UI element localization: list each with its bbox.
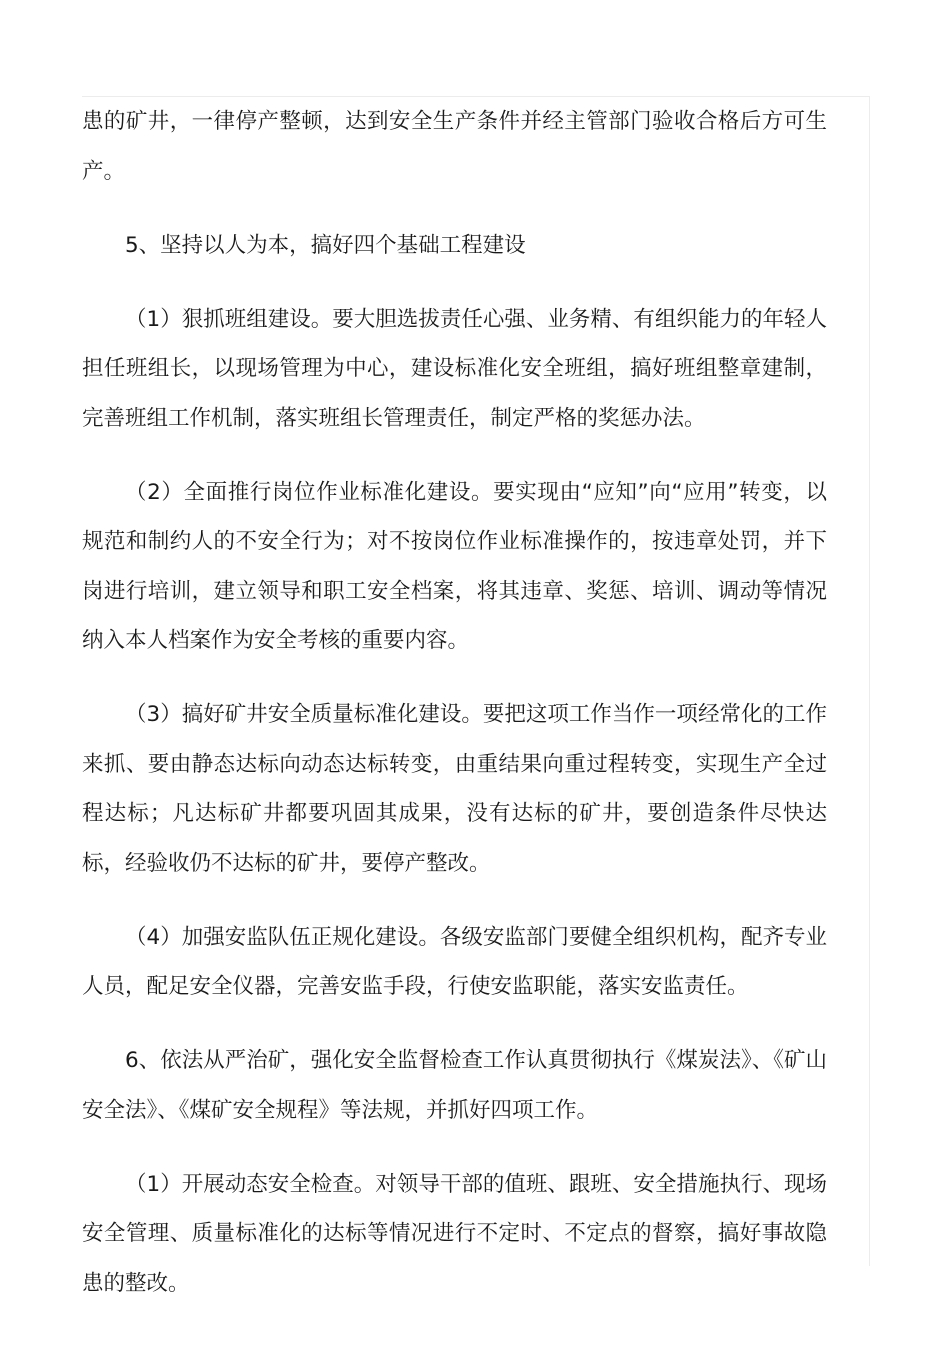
document-body: [82, 97, 827, 1308]
section-heading-6: 6、依法从严治矿，强化安全监督检查工作认真贯彻执行《煤炭法》、《矿山安全法》、《煤矿安全规程》等法规，并抓好四项工作。: [82, 1048, 827, 1123]
paragraph-post-standardization: （2）全面推行岗位作业标准化建设。要实现由“应知”向“应用”转变，以规范和制约人的不安全行为；对不按岗位作业标准操作的，按违章处罚，并下岗进行培训，建立领导和职工安全档案，将其违章、奖惩、培训、调动等情况纳入本人档案作为安全考核的重要内容。: [82, 479, 827, 653]
paragraph-quality-standardization: （3）搞好矿井安全质量标准化建设。要把这项工作当作一项经常化的工作来抓、要由静态达标向动态达标转变，由重结果向重过程转变，实现生产全过程达标；凡达标矿井都要巩固其成果，没有达标的矿井，要创造条件尽快达标，经验收仍不达标的矿井，要停产整改。: [82, 702, 827, 876]
paragraph-team-building: （1）狠抓班组建设。要大胆选拔责任心强、业务精、有组织能力的年轻人担任班组长，以现场管理为中心，建设标准化安全班组，搞好班组整章建制，完善班组工作机制，落实班组长管理责任，制定严格的奖惩办法。: [82, 306, 827, 431]
paragraph-continuation: 患的矿井，一律停产整顿，达到安全生产条件并经主管部门验收合格后方可生产。: [82, 109, 827, 184]
paragraph-safety-supervision-team: （4）加强安监队伍正规化建设。各级安监部门要健全组织机构，配齐专业人员，配足安全仪器，完善安监手段，行使安监职能，落实安监责任。: [82, 924, 827, 999]
section-heading-5: 5、坚持以人为本，搞好四个基础工程建设: [125, 232, 526, 258]
paragraph-dynamic-inspection: （1）开展动态安全检查。对领导干部的值班、跟班、安全措施执行、现场安全管理、质量标准化的达标等情况进行不定时、不定点的督察，搞好事故隐患的整改。: [82, 1171, 827, 1296]
page-right-border: [869, 96, 870, 1266]
